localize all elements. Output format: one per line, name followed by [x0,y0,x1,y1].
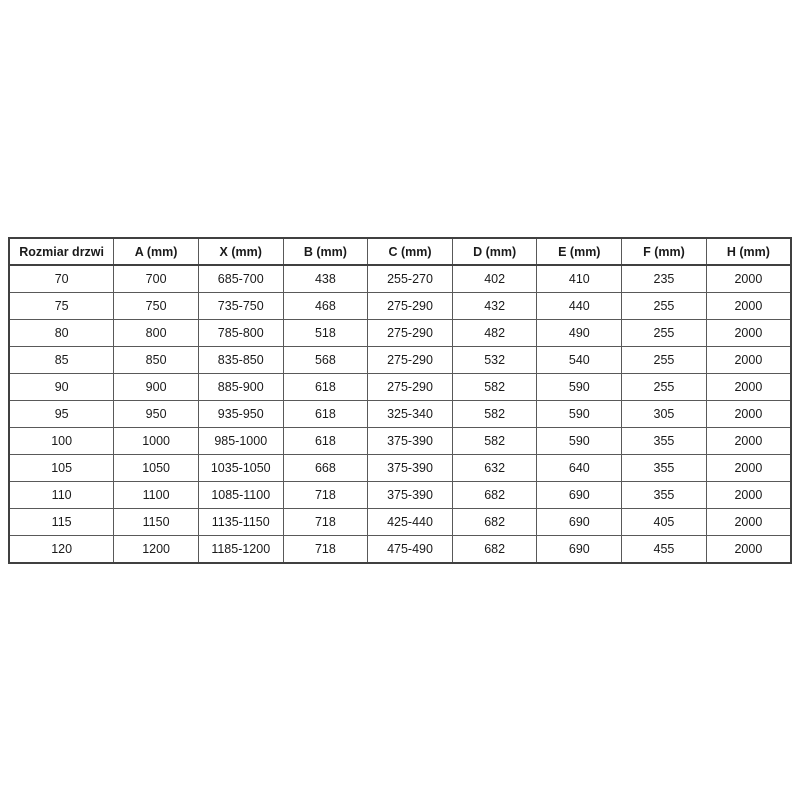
table-row [9,536,791,564]
table-cell: 95 [9,401,114,428]
table-cell: 900 [114,374,199,401]
table-cell: 682 [452,482,537,509]
table-cell: 105 [9,455,114,482]
table-cell: 885-900 [198,374,283,401]
table-row [9,482,791,509]
table-cell: 590 [537,374,622,401]
table-cell: 950 [114,401,199,428]
table-cell: 255-270 [368,265,453,293]
table-cell: 115 [9,509,114,536]
table-cell: 355 [622,428,707,455]
table-cell: 110 [9,482,114,509]
table-cell: 90 [9,374,114,401]
table-cell: 682 [452,509,537,536]
table-cell: 475-490 [368,536,453,564]
table-cell: 275-290 [368,293,453,320]
table-cell: 532 [452,347,537,374]
column-header: Rozmiar drzwi [9,238,114,265]
table-cell: 490 [537,320,622,347]
table-cell: 718 [283,536,368,564]
table-row [9,509,791,536]
table-cell: 800 [114,320,199,347]
table-cell: 750 [114,293,199,320]
table-cell: 518 [283,320,368,347]
table-cell: 1000 [114,428,199,455]
table-cell: 618 [283,374,368,401]
table-body [9,265,791,563]
column-header: H (mm) [706,238,791,265]
table-cell: 255 [622,347,707,374]
table-header [9,238,791,265]
table-row [9,401,791,428]
table-cell: 582 [452,374,537,401]
table-row [9,293,791,320]
table-cell: 255 [622,293,707,320]
table-cell: 2000 [706,455,791,482]
table-cell: 682 [452,536,537,564]
table-cell: 618 [283,428,368,455]
column-header: F (mm) [622,238,707,265]
table-cell: 468 [283,293,368,320]
table-cell: 70 [9,265,114,293]
table-cell: 690 [537,509,622,536]
table-cell: 640 [537,455,622,482]
table-cell: 985-1000 [198,428,283,455]
column-header: E (mm) [537,238,622,265]
table-cell: 425-440 [368,509,453,536]
table-cell: 1050 [114,455,199,482]
table-cell: 255 [622,374,707,401]
table-cell: 2000 [706,482,791,509]
table-cell: 735-750 [198,293,283,320]
table-cell: 850 [114,347,199,374]
table-cell: 618 [283,401,368,428]
table-cell: 690 [537,536,622,564]
column-header: A (mm) [114,238,199,265]
table-cell: 482 [452,320,537,347]
table-row [9,428,791,455]
column-header: B (mm) [283,238,368,265]
table-cell: 355 [622,482,707,509]
table-row [9,320,791,347]
table-cell: 582 [452,428,537,455]
table-cell: 100 [9,428,114,455]
table-cell: 275-290 [368,347,453,374]
table-cell: 1100 [114,482,199,509]
table-cell: 582 [452,401,537,428]
table-cell: 690 [537,482,622,509]
table-cell: 85 [9,347,114,374]
column-header: C (mm) [368,238,453,265]
table-cell: 2000 [706,320,791,347]
table-cell: 1185-1200 [198,536,283,564]
table-cell: 1150 [114,509,199,536]
table-cell: 632 [452,455,537,482]
column-header: D (mm) [452,238,537,265]
table-cell: 275-290 [368,374,453,401]
table-row [9,455,791,482]
table-cell: 668 [283,455,368,482]
table-cell: 685-700 [198,265,283,293]
table-cell: 2000 [706,293,791,320]
table-cell: 718 [283,509,368,536]
column-header: X (mm) [198,238,283,265]
table-cell: 2000 [706,265,791,293]
table-cell: 355 [622,455,707,482]
table-cell: 590 [537,401,622,428]
table-row [9,265,791,293]
table-cell: 432 [452,293,537,320]
table-cell: 325-340 [368,401,453,428]
table-cell: 1135-1150 [198,509,283,536]
table-cell: 235 [622,265,707,293]
table-cell: 375-390 [368,482,453,509]
table-cell: 255 [622,320,707,347]
table-cell: 2000 [706,428,791,455]
table-cell: 935-950 [198,401,283,428]
header-row [9,238,791,265]
table-cell: 440 [537,293,622,320]
table-cell: 1085-1100 [198,482,283,509]
door-dimensions-table [8,237,792,564]
table-cell: 75 [9,293,114,320]
table-cell: 785-800 [198,320,283,347]
table-cell: 375-390 [368,428,453,455]
dimensions-table-container [8,237,792,564]
table-cell: 402 [452,265,537,293]
table-cell: 700 [114,265,199,293]
table-cell: 80 [9,320,114,347]
table-cell: 2000 [706,374,791,401]
table-cell: 590 [537,428,622,455]
table-row [9,374,791,401]
table-cell: 2000 [706,536,791,564]
table-cell: 410 [537,265,622,293]
table-cell: 305 [622,401,707,428]
table-row [9,347,791,374]
table-cell: 835-850 [198,347,283,374]
table-cell: 2000 [706,347,791,374]
table-cell: 568 [283,347,368,374]
table-cell: 405 [622,509,707,536]
table-cell: 2000 [706,509,791,536]
table-cell: 1035-1050 [198,455,283,482]
table-cell: 540 [537,347,622,374]
table-cell: 375-390 [368,455,453,482]
table-cell: 718 [283,482,368,509]
table-cell: 455 [622,536,707,564]
table-cell: 1200 [114,536,199,564]
table-cell: 438 [283,265,368,293]
table-cell: 275-290 [368,320,453,347]
table-cell: 2000 [706,401,791,428]
table-cell: 120 [9,536,114,564]
